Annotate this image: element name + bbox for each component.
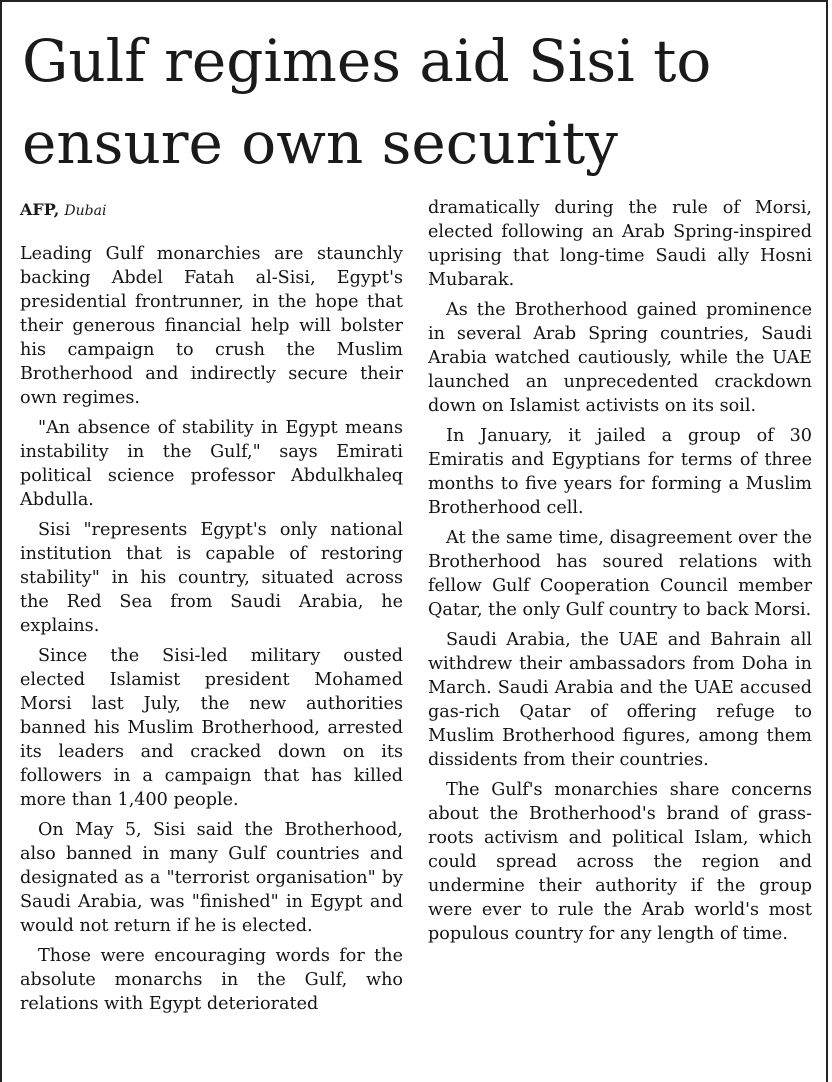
headline: Gulf regimes aid Sisi to ensure own security <box>22 27 712 177</box>
paragraph: In January, it jailed a group of 30 Emiratis and Egyptians for terms of three months to five years for forming a Muslim Brotherhood cell. <box>428 426 812 518</box>
paragraph: On May 5, Sisi said the Brotherhood, also banned in many Gulf countries and designated as a "terrorist organisation" by Saudi Arabia, was "finished" in Egypt and would not return if he is elected. <box>20 820 403 936</box>
paragraph: Leading Gulf monarchies are staunchly backing Abdel Fatah al-Sisi, Egypt's presidential frontrunner, in the hope that their generous financial help will bolster his campaign to crush the Muslim Brotherhood and indirectly secure their own regimes. <box>20 244 403 408</box>
paragraph: The Gulf's monarchies share concerns about the Brotherhood's brand of grass-roots activism and political Islam, which could spread across the region and undermine their authority if the group were ever to rule the Arab world's most populous country for any length of time. <box>428 780 812 944</box>
left-column <box>20 242 403 1022</box>
column-separator <box>415 200 416 1070</box>
byline <box>20 200 106 221</box>
paragraph: Those were encouraging words for the absolute monarchs in the Gulf, who relations with Egypt deteriorated <box>20 946 403 1014</box>
paragraph: Sisi "represents Egypt's only national institution that is capable of restoring stability" in his country, situated across the Red Sea from Saudi Arabia, he explains. <box>20 520 403 636</box>
paragraph: At the same time, disagreement over the Brotherhood has soured relations with fellow Gulf Cooperation Council member Qatar, the only Gulf country to back Morsi. <box>428 528 812 620</box>
paragraph: As the Brotherhood gained prominence in several Arab Spring countries, Saudi Arabia watched cautiously, while the UAE launched an unprecedented crackdown down on Islamist activists on its soil. <box>428 300 812 416</box>
top-rule <box>0 0 828 2</box>
byline-agency: AFP, <box>20 200 60 219</box>
paragraph: dramatically during the rule of Morsi, elected following an Arab Spring-inspired uprising that long-time Saudi ally Hosni Mubarak. <box>428 198 812 290</box>
paragraph: Saudi Arabia, the UAE and Bahrain all withdrew their ambassadors from Doha in March. Saudi Arabia and the UAE accused gas-rich Qatar of offering refuge to Muslim Brotherhood figures, among them dissidents from their countries. <box>428 630 812 770</box>
right-column <box>428 196 812 952</box>
paragraph: "An absence of stability in Egypt means instability in the Gulf," says Emirati political science professor Abdulkhaleq Abdulla. <box>20 418 403 510</box>
paragraph: Since the Sisi-led military ousted elected Islamist president Mohamed Morsi last July, the new authorities banned his Muslim Brotherhood, arrested its leaders and cracked down on its followers in a campaign that has killed more than 1,400 people. <box>20 646 403 810</box>
byline-place: Dubai <box>64 203 107 219</box>
